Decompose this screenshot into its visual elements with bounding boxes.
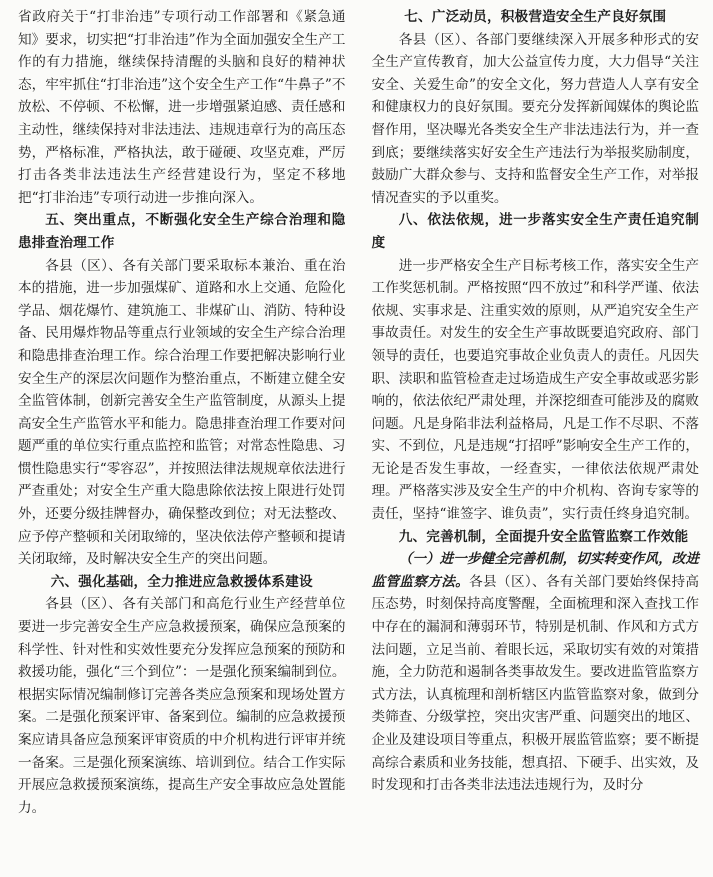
left-column [18,6,346,877]
paragraph: 省政府关于“打非治违”专项行动工作部署和《紧急通知》要求，切实把“打非治违”作为全面加强安全生产工作的有力措施，继续保持清醒的头脑和良好的精神状态，牢牢抓住“打非治违”这个安全生产工作“牛鼻子”不放松、不停顿、不松懈，进一步增强紧迫感、责任感和主动性，继续保持对非法违法、违规违章行为的高压态势，严格标准，严格执法，敢于碰硬、攻坚克难，严厉打击各类非法违法生产经营建设行为，坚定不移地把“打非治违”专项行动进一步推向深入。 [18,9,346,206]
subsection-label: （一）进一步健全完善机制，切实转变作风，改进监管监察方法。 [371,551,699,590]
paragraph-body: 各县（区）、各有关部门要始终保持高压态势，时刻保持高度警醒，全面梳理和深入查找工作中存在的漏洞和薄弱环节，特别是机制、作风和方式方法问题，立足当前、着眼长远，采取切实有效的对策措施，全力防范和遏制各类事故发生。要改进监管监察方式方法，认真梳理和剖析辖区内监管监察对象，做到分类筛查、分级掌控，突出灾害严重、问题突出的地区、企业及建设项目等重点，积极开展监管监察；要不断提高综合素质和业务技能，想真招、下硬手、出实效，及时发现和打击各类非法违法违规行为，及时分 [371,573,699,794]
section-heading-5: 五、突出重点，不断强化安全生产综合治理和隐患排查治理工作 [18,212,346,251]
section-heading-6: 六、强化基础，全力推进应急救援体系建设 [50,573,313,590]
paragraph: 各县（区）、各有关部门和高危行业生产经营单位要进一步完善安全生产应急救援预案，确保应急预案的科学性、针对性和实效性要充分发挥应急预案的预防和救援功能，强化“三个到位”：一是强化预案编制到位。根据实际情况编制修订完善各类应急预案和现场处置方案。二是强化预案评审、备案到位。编制的应急救援预案应请具备应急预案评审资质的中介机构进行评审并统一备案。三是强化预案演练、培训到位。结合工作实际开展应急救援预案演练，提高生产安全事故应急处置能力。 [18,596,346,816]
section-heading-8: 八、依法依规，进一步落实安全生产责任追究制度 [371,212,699,251]
right-column [372,6,700,877]
paragraph: 各县（区）、各有关部门要采取标本兼治、重在治本的措施，进一步加强煤矿、道路和水上交通、危险化学品、烟花爆竹、建筑施工、非煤矿山、消防、特种设备、民用爆炸物品等重点行业领域的安全生产综合治理和隐患排查治理工作。综合治理工作要把解决影响行业安全生产的深层次问题作为整治重点，不断建立健全安全监管体制，创新完善安全生产监管制度，从源头上提高安全生产监管水平和能力。隐患排查治理工作要对问题严重的单位实行重点监控和监管；对常态性隐患、习惯性隐患实行“零容忍”，并按照法律法规规章依法进行严查重处；对安全生产重大隐患除依法按上限进行处罚外，还要分级挂牌督办，确保整改到位；对无法整改、应予停产整顿和关闭取缔的，坚决依法停产整顿和提请关闭取缔，及时解决安全生产的突出问题。 [18,257,346,568]
section-heading-9: 九、完善机制，全面提升安全监管监察工作效能 [398,528,689,545]
paragraph [372,548,700,797]
paragraph: 进一步严格安全生产目标考核工作，落实安全生产工作奖惩机制。严格按照“四不放过”和科学严谨、依法依规、实事求是、注重实效的原则，从严追究安全生产事故责任。对发生的安全生产事故既要追究政府、部门领导的责任，也要追究事故企业负责人的责任。凡因失职、渎职和监管检查走过场造成生产安全事故或恶劣影响的，依法依纪严肃处理，并深挖细查可能涉及的腐败问题。凡是身陷非法利益格局，凡是工作不尽职、不落实、不到位，凡是违规“打招呼”影响安全生产工作的，无论是否发生事故，一经查实，一律依法依规严肃处理。严格落实涉及安全生产的中介机构、咨询专家等的责任，坚持“谁签字、谁负责”，实行责任终身追究制。 [371,257,699,523]
paragraph: 各县（区）、各部门要继续深入开展多种形式的安全生产宣传教育，加大公益宣传力度，大力倡导“关注安全、关爱生命”的安全文化，努力营造人人享有安全和健康权力的良好氛围。要充分发挥新闻媒体的舆论监督作用，坚决曝光各类安全生产非法违法行为，并一查到底；要继续落实好安全生产违法行为举报奖励制度，鼓励广大群众参与、支持和监督安全生产工作，对举报情况查实的予以重奖。 [371,31,699,206]
section-heading-7: 七、广泛动员，积极营造安全生产良好氛围 [404,9,667,25]
